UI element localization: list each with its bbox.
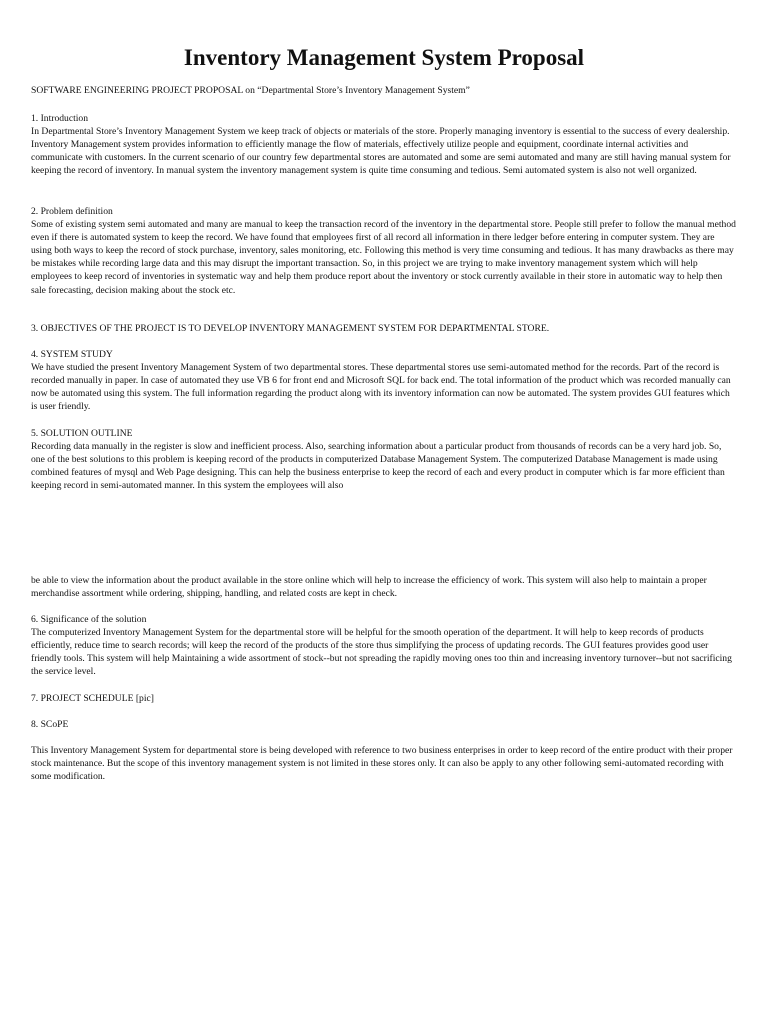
section-system-study [31, 348, 737, 413]
section-problem-definition [31, 205, 737, 297]
section-heading: 8. SCoPE [31, 719, 69, 730]
section-heading: 2. Problem definition [31, 206, 113, 217]
section-significance [31, 613, 737, 678]
subtitle-text: SOFTWARE ENGINEERING PROJECT PROPOSAL on “Departmental Store’s Inventory Management System” [31, 85, 470, 96]
section-scope [31, 744, 737, 783]
section-body: The computerized Inventory Management System for the departmental store will be helpful for the smooth operation of the department. It will help to keep records of products efficiently, reduce time to search records; will keep the record of the products of the store thus simplifying the process of updating records. The GUI features provides good user friendly tools. This system will help Maintaining a wide assortment of stock--but not spreading the rapidly moving ones too thin and increasing inventory turnover--but not sacrificing the service level. [31, 627, 732, 678]
section-heading: 5. SOLUTION OUTLINE [31, 428, 133, 439]
section-body: We have studied the present Inventory Management System of two departmental stores. These departmental stores use semi-automated method for the records. Part of the record is recorded manually in paper. In case of automated they use VB 6 for front end and Microsoft SQL for back end. The total information of the product which was recorded manually can now be automated using this system. The full information regarding the product along with its inventory information can now be automated. The system provides GUI features which is user friendly. [31, 362, 731, 413]
section-heading: 4. SYSTEM STUDY [31, 349, 113, 360]
section-heading: 7. PROJECT SCHEDULE [pic] [31, 693, 154, 704]
section-body-continued: be able to view the information about the product available in the store online which will help to increase the efficiency of work. This system will also help to maintain a proper merchandise assortment while ordering, shipping, handling, and related costs are kept in check. [31, 575, 707, 600]
section-heading: 1. Introduction [31, 113, 89, 124]
section-solution-outline [31, 427, 737, 492]
section-body: In Departmental Store’s Inventory Management System we keep track of objects or materials of the store. Properly managing inventory is essential to the success of every dealership. Inventory Management system provides information to efficiently manage the flow of materials, effectively utilize people and equipment, coordinate internal activities and communicate with customers. In the current scenario of our country few departmental stores are automated and some are semi automated and many are still having manual system for keeping the record of inventory. In manual system the inventory management system is quite time consuming and tedious. Semi automated system is also not well organized. [31, 126, 731, 177]
document-subtitle [31, 84, 737, 97]
section-body: Recording data manually in the register is slow and inefficient process. Also, searching information about a particular product from thousands of records can be a very hard job. So, one of the best solutions to this problem is keeping record of the products in computerized Database Management System. The computerized Database Management is made using combined features of mysql and Web Page designing. This can help the business enterprise to keep the record of each and every product in computer which is far more efficient than keeping record in semi-automated manner. In this system the employees will also [31, 441, 725, 492]
section-body: This Inventory Management System for departmental store is being developed with reference to two business enterprises in order to keep record of the entire product with their proper stock maintenance. But the scope of this inventory management system is not limited in these stores only. It can also be apply to any other following semi-automated recording with some modification. [31, 745, 733, 783]
section-body: Some of existing system semi automated and many are manual to keep the transaction record of the inventory in the departmental store. People still prefer to follow the manual method even if there is automated system to keep the record. We have found that employees first of all record all information in there ledger before entering in computer system. They are using both ways to keep the record of stock purchase, inventory, sales monitoring, etc. Following this method is very time consuming and tedious. It has many drawbacks as there may be mistakes while recording large data and this may disrupt the important transaction. So, in this project we are trying to make inventory management system which will help employees to keep record of inventories in systematic way and help them produce report about the inventory or stock currently available in their store in automatic way to help then sale forecasting, decision making about the stock etc. [31, 219, 736, 296]
document-title: Inventory Management System Proposal [183, 45, 585, 70]
section-introduction [31, 112, 737, 177]
section-project-schedule [31, 692, 737, 705]
section-objectives [31, 322, 737, 335]
section-heading: 6. Significance of the solution [31, 614, 147, 625]
section-solution-outline-continued [31, 574, 737, 600]
section-scope-heading [31, 718, 737, 731]
section-heading: 3. OBJECTIVES OF THE PROJECT IS TO DEVELOP INVENTORY MANAGEMENT SYSTEM FOR DEPARTMENTAL STORE. [31, 323, 550, 334]
